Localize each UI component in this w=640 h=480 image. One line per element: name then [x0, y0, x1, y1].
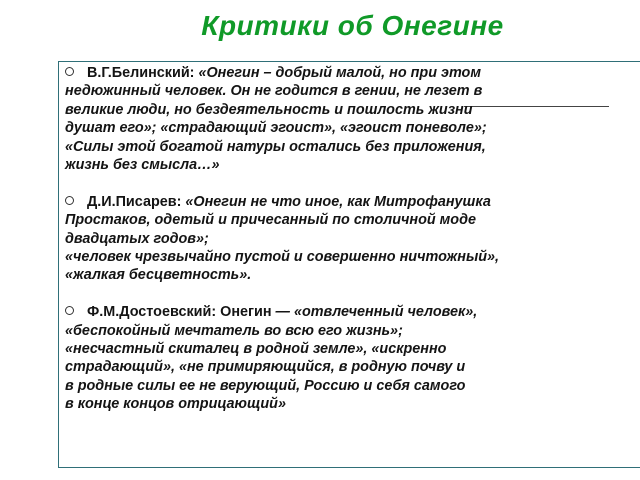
paragraph-gap — [65, 174, 550, 192]
pisarev-quote-line: двадцатых годов»; — [65, 230, 209, 247]
pisarev-quote-line: Простаков, одетый и причесанный по столичной моде — [65, 212, 476, 229]
dostoevsky-quote-line: — «отвлеченный человек», — [271, 304, 478, 321]
belinsky-quote-line: великие люди, но бездеятельность и пошлость жизни — [65, 101, 473, 118]
dostoevsky-quote-line: «беспокойный мечтатель во всю его жизнь»; — [65, 322, 403, 339]
dostoevsky-quote-line: в конце концов отрицающий» — [65, 396, 286, 413]
belinsky-quote-line: недюжинный человек. Он не годится в гении, не лезет в — [65, 83, 483, 100]
bullet-icon — [65, 67, 74, 76]
belinsky-first-line — [65, 64, 550, 82]
quotes-body — [65, 64, 550, 414]
pisarev-quote-line: «человек чрезвычайно пустой и совершенно ничтожный», — [65, 249, 500, 266]
bullet-icon — [65, 196, 74, 205]
dostoevsky-quote-line: в родные силы ее не верующий, Россию и себя самого — [65, 377, 466, 394]
pisarev-quote-line: «Онегин не что иное, как Митрофанушка — [181, 193, 491, 210]
dostoevsky-quote-line: страдающий», «не примиряющийся, в родную почву и — [65, 359, 466, 376]
critic-name-belinsky: В.Г.Белинский: — [87, 65, 195, 81]
belinsky-quote-line: душат его»; «страдающий эгоист», «эгоист поневоле»; — [65, 120, 487, 137]
dostoevsky-first-line — [65, 303, 550, 321]
dostoevsky-quote-line: «несчастный скиталец в родной земле», «искренно — [65, 341, 447, 358]
pisarev-quote-line: «жалкая бесцветность». — [65, 267, 252, 284]
bullet-icon — [65, 306, 74, 315]
pisarev-first-line — [65, 193, 550, 211]
belinsky-quote-line: «Онегин – добрый малой, но при этом — [194, 65, 481, 81]
slide-title: Критики об Онегине — [201, 10, 504, 41]
critic-name-dostoevsky: Ф.М.Достоевский: Онегин — [87, 304, 272, 321]
belinsky-quote-line: жизнь без смысла…» — [65, 157, 220, 174]
belinsky-quote-line: «Силы этой богатой натуры остались без приложения, — [65, 138, 486, 155]
critic-name-pisarev: Д.И.Писарев: — [87, 193, 182, 210]
paragraph-gap — [65, 285, 550, 303]
